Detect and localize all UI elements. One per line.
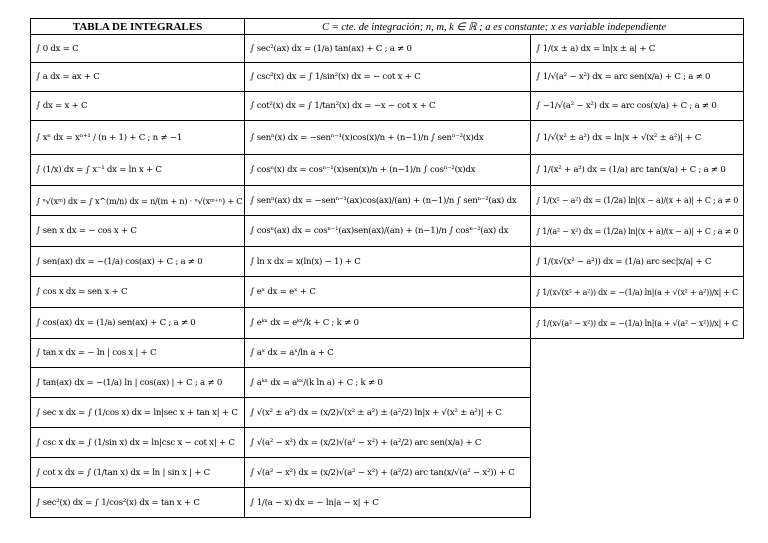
formula-text: ∫ 1/(x² − a²) dx = (1/2a) ln|(x − a)/(x + a)| + C ; a ≠ 0 bbox=[536, 196, 739, 205]
formula-text: ∫ senⁿ(x) dx = −senⁿ⁻¹(x)cos(x)/n + (n−1)/n ∫ senⁿ⁻²(x)dx bbox=[250, 132, 484, 143]
formula-text: ∫ 1/(x ± a) dx = ln|x ± a| + C bbox=[536, 43, 656, 54]
formula-cell bbox=[30, 91, 245, 121]
formula-cell bbox=[30, 487, 245, 518]
formula-cell bbox=[30, 34, 245, 63]
formula-text: ∫ aᵏˣ dx = aᵏˣ/(k ln a) + C ; k ≠ 0 bbox=[250, 377, 383, 388]
formula-cell bbox=[244, 34, 531, 63]
formula-text: ∫ dx = x + C bbox=[36, 101, 88, 111]
formula-text: ∫ 1/√(a² − x²) dx = arc sen(x/a) + C ; a ≠ 0 bbox=[536, 72, 711, 82]
formula-text: ∫ cos(ax) dx = (1/a) sen(ax) + C ; a ≠ 0 bbox=[36, 318, 196, 328]
formula-cell bbox=[30, 367, 245, 398]
formula-cell bbox=[530, 62, 744, 92]
formula-cell bbox=[530, 246, 744, 277]
formula-text: ∫ csc²(x) dx = ∫ 1/sin²(x) dx = − cot x + C bbox=[250, 72, 421, 82]
formula-text: ∫ 1/(x√(a² − x²)) dx = −(1/a) ln|(a + √(a² − x²))/x| + C bbox=[536, 318, 738, 328]
formula-cell bbox=[244, 338, 531, 368]
formula-cell bbox=[244, 307, 531, 339]
formula-cell bbox=[244, 91, 531, 121]
formula-text: ∫ cot²(x) dx = ∫ 1/tan²(x) dx = −x − cot x + C bbox=[250, 101, 436, 111]
formula-cell bbox=[530, 185, 744, 216]
table-title bbox=[30, 18, 245, 35]
formula-cell bbox=[30, 154, 245, 186]
formula-cell bbox=[244, 487, 531, 518]
formula-cell bbox=[530, 120, 744, 155]
formula-cell bbox=[30, 338, 245, 368]
formula-text: ∫ a dx = ax + C bbox=[36, 72, 100, 82]
formula-cell bbox=[244, 154, 531, 186]
formula-cell bbox=[244, 120, 531, 155]
formula-text: ∫ cosⁿ(x) dx = cosⁿ⁻¹(x)sen(x)/n + (n−1)/n ∫ cosⁿ⁻²(x)dx bbox=[250, 165, 476, 175]
formula-cell bbox=[30, 120, 245, 155]
formula-text: ∫ 1/(a − x) dx = − ln|a − x| + C bbox=[250, 497, 379, 508]
table-title-text: TABLA DE INTEGRALES bbox=[72, 20, 203, 33]
formula-text: ∫ sec²(ax) dx = (1/a) tan(ax) + C ; a ≠ 0 bbox=[250, 43, 412, 54]
formula-text: ∫ √(x² ± a²) dx = (x/2)√(x² ± a²) ± (a²/2) ln|x + √(x² ± a²)| + C bbox=[250, 407, 502, 418]
formula-text: ∫ sec²(x) dx = ∫ 1/cos²(x) dx = tan x + C bbox=[36, 497, 200, 508]
formula-cell bbox=[530, 307, 744, 339]
formula-text: ∫ 1/(a² − x²) dx = (1/2a) ln|(x + a)/(x − a)| + C ; a ≠ 0 bbox=[536, 226, 739, 236]
formula-cell bbox=[244, 246, 531, 277]
formula-cell bbox=[244, 457, 531, 488]
table-legend-text: C = cte. de integración; n, m, k ∈ ℝ ; a es constante; x es variable independiente bbox=[321, 21, 667, 33]
formula-text: ∫ cosⁿ(ax) dx = cosⁿ⁻¹(ax)sen(ax)/(an) + (n−1)/n ∫ cosⁿ⁻²(ax) dx bbox=[250, 226, 509, 236]
formula-cell bbox=[244, 185, 531, 216]
formula-text: ∫ 0 dx = C bbox=[36, 43, 79, 54]
formula-text: ∫ aˣ dx = aˣ/ln a + C bbox=[250, 348, 334, 358]
formula-text: ∫ cot x dx = ∫ (1/tan x) dx = ln | sin x | + C bbox=[36, 467, 210, 478]
table-legend bbox=[244, 18, 744, 35]
formula-text: ∫ 1/(x√(x² − a²)) dx = (1/a) arc sec|x/a| + C bbox=[536, 256, 712, 267]
formula-cell bbox=[530, 34, 744, 63]
formula-text: ∫ eᵏˣ dx = eᵏˣ/k + C ; k ≠ 0 bbox=[250, 318, 359, 328]
formula-cell bbox=[244, 427, 531, 458]
formula-cell bbox=[244, 215, 531, 247]
formula-text: ∫ 1/√(x² ± a²) dx = ln|x + √(x² ± a²)| + C bbox=[536, 132, 702, 143]
formula-text: ∫ sen(ax) dx = −(1/a) cos(ax) + C ; a ≠ 0 bbox=[36, 256, 203, 267]
formula-text: ∫ cos x dx = sen x + C bbox=[36, 287, 128, 297]
formula-text: ∫ √(a² − x²) dx = (x/2)√(a² − x²) + (a²/2) arc sen(x/a) + C bbox=[250, 437, 482, 448]
formula-cell bbox=[30, 185, 245, 216]
formula-cell bbox=[30, 427, 245, 458]
formula-cell bbox=[244, 397, 531, 428]
formula-text: ∫ (1/x) dx = ∫ x⁻¹ dx = ln x + C bbox=[36, 165, 162, 175]
formula-cell bbox=[30, 62, 245, 92]
formula-cell bbox=[244, 276, 531, 308]
formula-text: ∫ senⁿ(ax) dx = −senⁿ⁻¹(ax)cos(ax)/(an) + (n−1)/n ∫ senⁿ⁻²(ax) dx bbox=[250, 195, 517, 206]
formula-cell bbox=[530, 215, 744, 247]
formula-cell bbox=[530, 154, 744, 186]
formula-cell bbox=[244, 62, 531, 92]
formula-text: ∫ csc x dx = ∫ (1/sin x) dx = ln|csc x − cot x| + C bbox=[36, 437, 235, 448]
formula-cell bbox=[30, 215, 245, 247]
formula-cell bbox=[530, 91, 744, 121]
formula-cell bbox=[30, 307, 245, 339]
formula-cell bbox=[244, 367, 531, 398]
formula-text: ∫ 1/(x√(x² + a²)) dx = −(1/a) ln|(a + √(x² + a²))/x| + C bbox=[536, 287, 738, 297]
formula-text: ∫ tan(ax) dx = −(1/a) ln | cos(ax) | + C ; a ≠ 0 bbox=[36, 377, 223, 388]
formula-text: ∫ tan x dx = − ln | cos x | + C bbox=[36, 348, 157, 358]
formula-cell bbox=[30, 397, 245, 428]
formula-cell bbox=[30, 457, 245, 488]
formula-text: ∫ ln x dx = x(ln(x) − 1) + C bbox=[250, 256, 361, 267]
formula-cell bbox=[30, 276, 245, 308]
formula-text: ∫ eˣ dx = eˣ + C bbox=[250, 287, 316, 297]
formula-cell bbox=[530, 276, 744, 308]
formula-text: ∫ −1/√(a² − x²) dx = arc cos(x/a) + C ; a ≠ 0 bbox=[536, 101, 717, 111]
formula-cell bbox=[30, 246, 245, 277]
formula-text: ∫ 1/(x² + a²) dx = (1/a) arc tan(x/a) + C ; a ≠ 0 bbox=[536, 165, 726, 175]
formula-text: ∫ sec x dx = ∫ (1/cos x) dx = ln|sec x + tan x| + C bbox=[36, 407, 238, 418]
formula-text: ∫ ⁿ√(xᵐ) dx = ∫ x^(m/n) dx = n/(m + n) · ⁿ√(xᵐ⁺ⁿ) + C bbox=[36, 195, 243, 206]
formula-text: ∫ √(a² − x²) dx = (x/2)√(a² − x²) + (a²/2) arc tan(x/√(a² − x²)) + C bbox=[250, 467, 515, 478]
formula-text: ∫ sen x dx = − cos x + C bbox=[36, 226, 137, 236]
formula-text: ∫ xⁿ dx = xⁿ⁺¹ / (n + 1) + C ; n ≠ −1 bbox=[36, 132, 183, 143]
